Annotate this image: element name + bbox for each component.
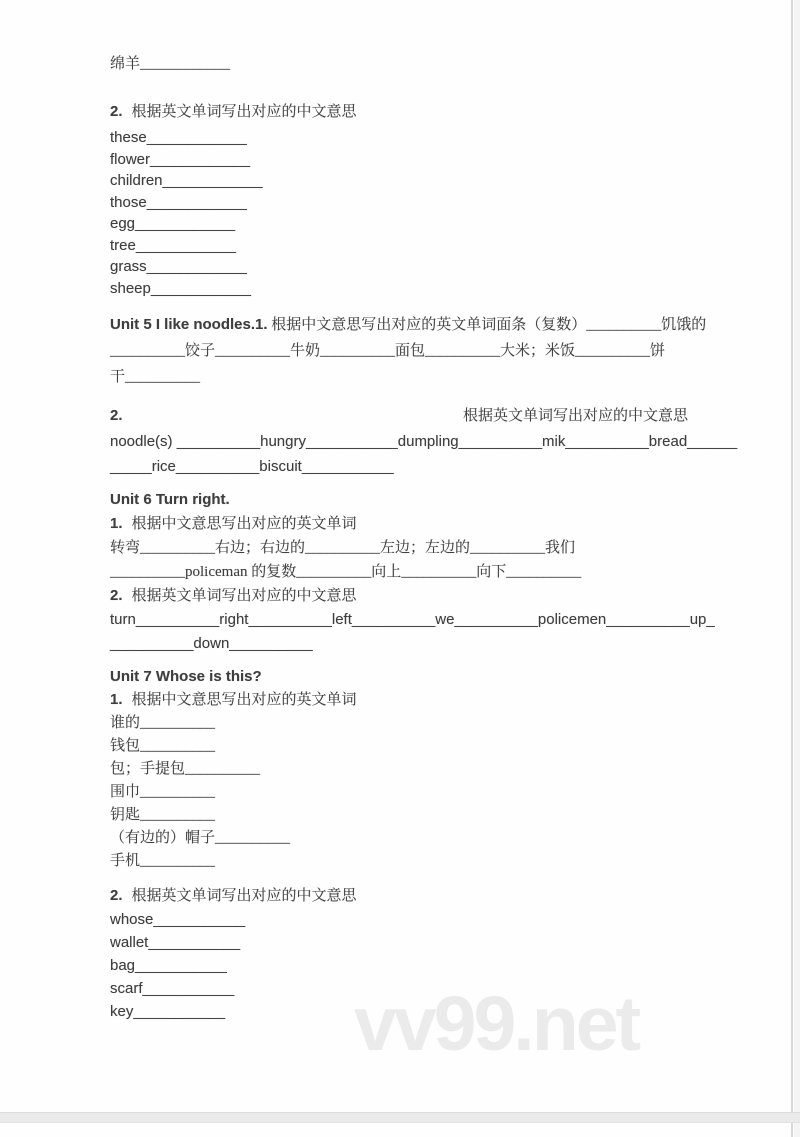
watermark: vv99.net [354, 981, 639, 1067]
vocab-line: children____________ [110, 172, 263, 189]
vocab-line: 谁的__________ [110, 715, 216, 731]
vocab-line: grass____________ [110, 258, 247, 275]
heading-label: 根据英文单词写出对应的中文意思 [131, 888, 357, 904]
vocab-line: these____________ [110, 129, 247, 146]
unit7-title: Unit 7 Whose is this? [110, 668, 262, 685]
vocab-line: 包；手提包__________ [110, 761, 261, 777]
page-separator [0, 1112, 800, 1123]
vocab-line: sheep____________ [110, 279, 251, 297]
unit7-part1-section [110, 665, 688, 873]
heading-number: 2. [110, 407, 123, 424]
unit6-part2-line1: turn__________right__________left__________we__________policemen__________up_ [110, 611, 715, 628]
unit6-part2-heading [110, 584, 688, 608]
heading-number: 2. [110, 887, 123, 904]
vocab-line: egg____________ [110, 215, 236, 232]
vocab-line: 钥匙__________ [110, 807, 216, 823]
heading-label: 根据英文单词写出对应的中文意思 [462, 408, 688, 424]
heading-number: 1. [110, 515, 123, 532]
vocab-line: scarf___________ [110, 980, 235, 997]
vocab-line: tree____________ [110, 236, 236, 254]
heading-number: 2. [110, 587, 123, 604]
unit5-part1-paragraph [110, 312, 707, 390]
unit5-part1-line3: 干__________ [110, 369, 201, 385]
unit6-part1-line1: 转弯__________右边；右边的__________左边；左边的__________我们 [110, 540, 576, 556]
heading-number: 2. [110, 103, 123, 120]
vocab-line: flower____________ [110, 150, 251, 168]
heading-number: 1. [110, 691, 123, 708]
viewer-gutter [794, 0, 800, 1137]
unit5-title: Unit 5 I like noodles.1. [110, 316, 268, 333]
vocab-line: （有边的）帽子__________ [110, 830, 291, 846]
unit5-part2-heading [110, 404, 688, 428]
heading-label: 根据中文意思写出对应的英文单词 [131, 516, 357, 532]
vocab-line: key___________ [110, 1003, 226, 1020]
unit7-part1-heading [110, 688, 688, 712]
vocab-line: whose___________ [110, 911, 246, 928]
unit6-part1-heading [110, 512, 688, 536]
document-content [110, 0, 738, 1023]
unit5-part1-line1 [110, 312, 707, 338]
vocab-line: 钱包__________ [110, 738, 216, 754]
vocab-line: those____________ [110, 193, 247, 211]
heading-label: 根据英文单词写出对应的中文意思 [131, 104, 357, 120]
unit5-part2-paragraph [110, 429, 738, 479]
vocab-list-en [110, 127, 688, 299]
unit5-part1-instruction: 根据中文意思写出对应的英文单词面条（复数）__________饥饿的 [267, 317, 707, 333]
heading-label: 根据英文单词写出对应的中文意思 [131, 588, 357, 604]
unit7-part2-heading [110, 884, 688, 908]
vocab-line: bag___________ [110, 957, 227, 974]
vocab-line: wallet___________ [110, 934, 241, 951]
vocab-line: 手机__________ [110, 853, 216, 869]
unit6-part1-line2: __________policeman 的复数__________向上__________向下__________ [110, 564, 582, 580]
unit6-section [110, 488, 715, 656]
unit5-part2-line1: noodle(s) __________hungry___________dumpling__________mik__________bread______ [110, 433, 738, 450]
unit6-part2-line2: __________down__________ [110, 635, 313, 652]
vocab-line-sheep-cn: 绵羊____________ [110, 56, 231, 72]
unit5-part1-line2: __________饺子__________牛奶__________面包__________大米；米饭__________饼 [110, 343, 666, 359]
heading-label: 根据中文意思写出对应的英文单词 [131, 692, 357, 708]
unit5-part2-line2: _____rice__________biscuit___________ [110, 458, 394, 475]
vocab-line: 围巾__________ [110, 784, 216, 800]
page-right-edge [791, 0, 793, 1137]
unit6-title: Unit 6 Turn right. [110, 491, 230, 508]
section-heading-part2 [110, 101, 688, 123]
